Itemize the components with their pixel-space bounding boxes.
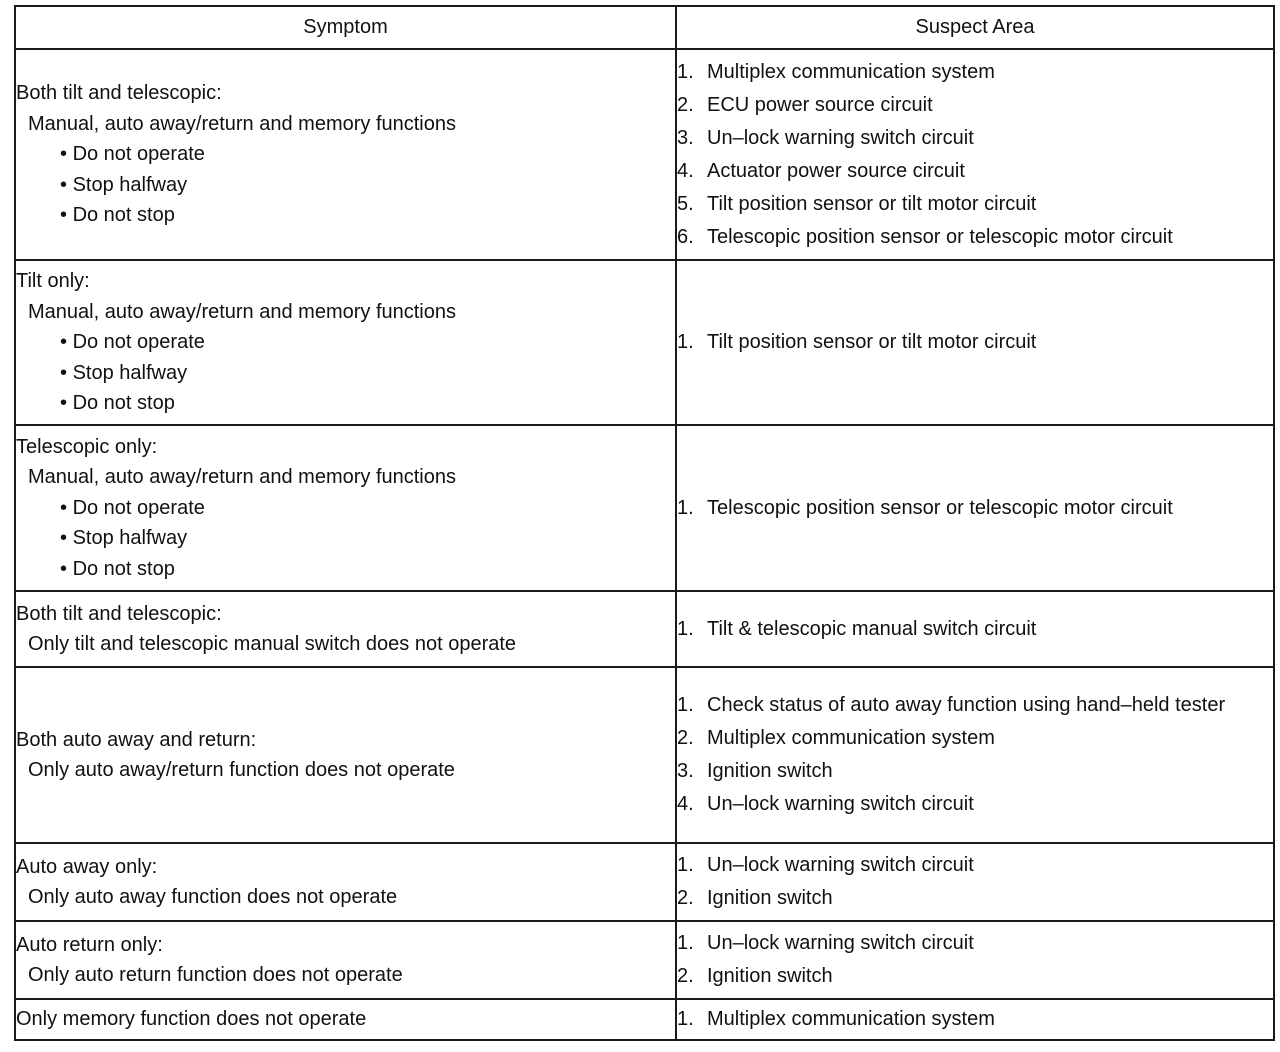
suspect-cell [676,843,1274,921]
suspect-item: 1. Multiplex communication system [677,60,995,83]
suspect-item: 1. Telescopic position sensor or telescopic motor circuit [677,496,1173,519]
symptom-cell [15,49,676,260]
symptom-title: Both tilt and telescopic: [16,602,222,625]
symptom-bullet: • Stop halfway [60,173,188,196]
symptom-title: Tilt only: [16,270,90,293]
symptom-title: Only memory function does not operate [16,1008,367,1031]
suspect-item: 1. Check status of auto away function using hand–held tester [677,694,1226,716]
symptom-bullet: • Do not operate [60,331,205,354]
symptom-cell [15,999,676,1040]
symptom-cell [15,843,676,921]
symptom-title: Auto return only: [16,933,163,956]
symptom-bullet: • Do not operate [60,496,205,519]
suspect-item: 4. Actuator power source circuit [677,159,965,182]
suspect-item: 2. Ignition switch [677,965,833,987]
symptom-detail: Only tilt and telescopic manual switch does not operate [28,633,517,655]
suspect-item: 1. Un–lock warning switch circuit [677,854,974,876]
suspect-cell [676,999,1274,1040]
symptom-title: Auto away only: [16,855,158,878]
suspect-cell [676,667,1274,843]
table-row [15,843,1274,921]
symptom-bullet: • Stop halfway [60,361,188,384]
suspect-item: 2. ECU power source circuit [677,93,933,116]
suspect-item: 1. Un–lock warning switch circuit [677,932,974,954]
table-row [15,260,1274,425]
symptom-cell [15,667,676,843]
suspect-item: 1. Multiplex communication system [677,1008,995,1030]
suspect-cell [676,591,1274,667]
suspect-item: 4. Un–lock warning switch circuit [677,793,974,815]
table-row [15,591,1274,667]
suspect-area-header: Suspect Area [676,6,1274,49]
symptom-detail: Only auto away/return function does not operate [28,759,455,781]
symptom-cell [15,921,676,999]
suspect-item: 2. Ignition switch [677,887,833,909]
table-row [15,921,1274,999]
symptom-table [14,5,1275,1041]
suspect-cell [676,921,1274,999]
suspect-item: 6. Telescopic position sensor or telescopic motor circuit [677,225,1173,248]
suspect-cell [676,260,1274,425]
suspect-item: 3. Ignition switch [677,760,833,782]
symptom-detail: Manual, auto away/return and memory functions [28,112,456,135]
suspect-item: 2. Multiplex communication system [677,727,995,749]
table-row [15,667,1274,843]
symptom-title: Both tilt and telescopic: [16,82,222,105]
header-row [15,6,1274,49]
table-row [15,425,1274,591]
symptom-cell [15,591,676,667]
symptom-cell [15,425,676,591]
symptom-detail: Manual, auto away/return and memory functions [28,300,456,323]
symptom-bullet: • Stop halfway [60,527,188,550]
symptom-bullet: • Do not operate [60,143,205,166]
symptom-title: Telescopic only: [16,435,158,458]
suspect-item: 1. Tilt & telescopic manual switch circuit [677,617,1037,640]
suspect-cell [676,425,1274,591]
symptom-bullet: • Do not stop [60,392,175,415]
symptom-detail: Manual, auto away/return and memory functions [28,466,456,489]
table-row [15,49,1274,260]
symptom-title: Both auto away and return: [16,728,257,751]
symptom-cell [15,260,676,425]
suspect-item: 1. Tilt position sensor or tilt motor circuit [677,331,1037,353]
suspect-cell [676,49,1274,260]
suspect-item: 5. Tilt position sensor or tilt motor circuit [677,192,1037,215]
table-row [15,999,1274,1040]
symptom-bullet: • Do not stop [60,557,175,580]
symptom-header: Symptom [15,6,676,49]
suspect-item: 3. Un–lock warning switch circuit [677,126,974,149]
symptom-detail: Only auto return function does not operate [28,964,403,986]
symptom-bullet: • Do not stop [60,204,175,227]
symptom-detail: Only auto away function does not operate [28,886,398,908]
